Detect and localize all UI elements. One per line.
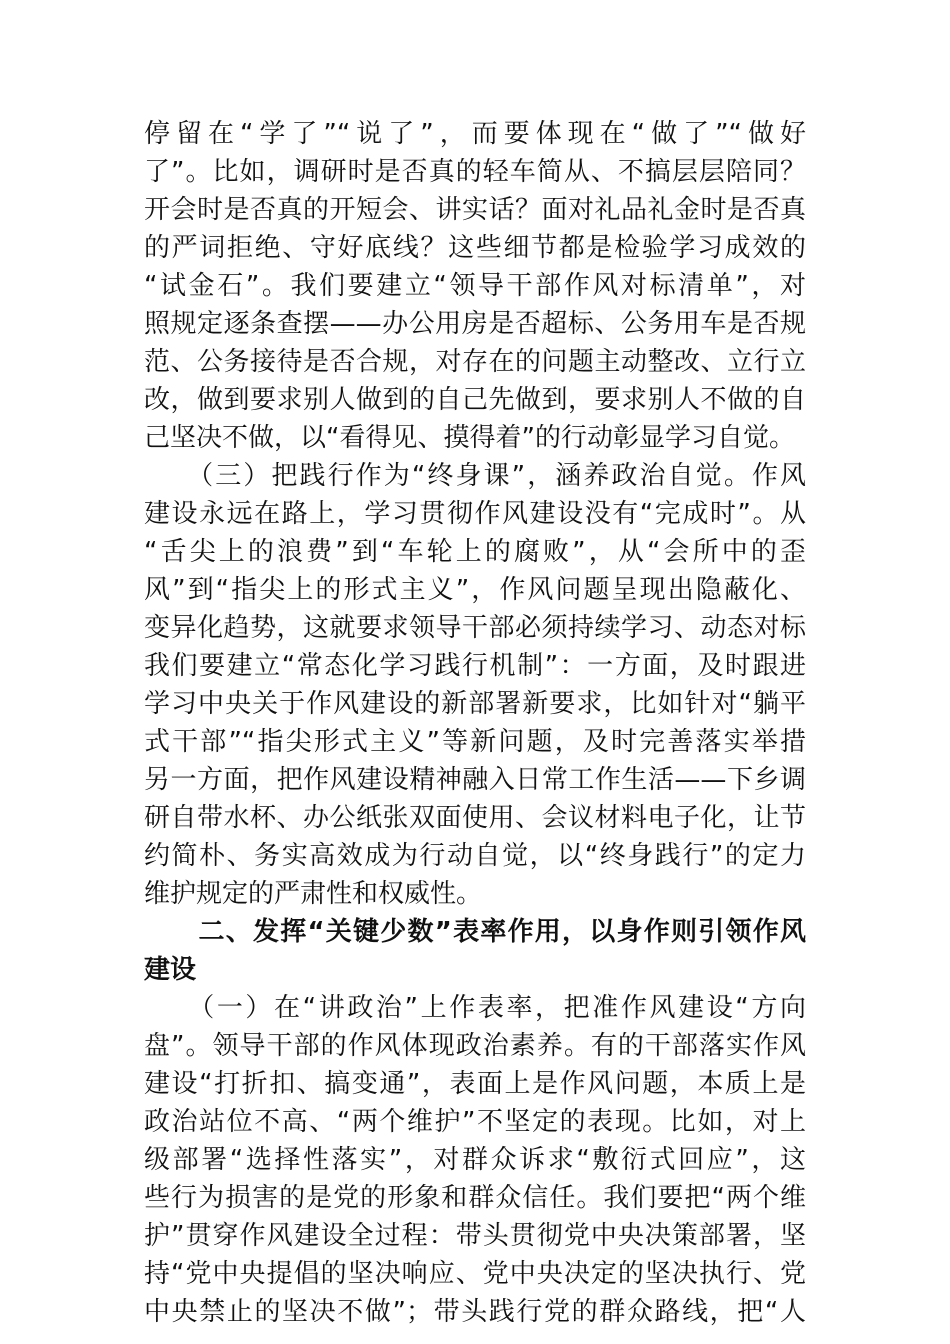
text-line: 另一方面，把作风建设精神融入日常工作生活——下乡调 xyxy=(144,765,806,795)
text-line: 照规定逐条查摆——办公用房是否超标、公务用车是否规 xyxy=(144,309,806,339)
text-line: 停留在“学了”“说了”，而要体现在“做了”“做好 xyxy=(144,119,806,149)
section-heading-line: 二、发挥“关键少数”表率作用，以身作则引领作风 xyxy=(144,917,806,947)
text-line: 持“党中央提倡的坚决响应、党中央决定的坚决执行、党 xyxy=(144,1259,806,1289)
text-line: “试金石”。我们要建立“领导干部作风对标清单”，对 xyxy=(144,271,806,301)
text-line: （三）把践行作为“终身课”，涵养政治自觉。作风 xyxy=(144,461,806,491)
text-line: 护”贯穿作风建设全过程：带头贯彻党中央决策部署，坚 xyxy=(144,1221,806,1251)
text-line: 开会时是否真的开短会、讲实话？面对礼品礼金时是否真 xyxy=(144,195,806,225)
text-line: 约简朴、务实高效成为行动自觉，以“终身践行”的定力 xyxy=(144,841,806,871)
text-line: 建设“打折扣、搞变通”，表面上是作风问题，本质上是 xyxy=(144,1069,806,1099)
text-line: 我们要建立“常态化学习践行机制”：一方面，及时跟进 xyxy=(144,651,806,681)
text-line: 风”到“指尖上的形式主义”，作风问题呈现出隐蔽化、 xyxy=(144,575,806,605)
text-line: 学习中央关于作风建设的新部署新要求，比如针对“躺平 xyxy=(144,689,806,719)
text-line: 中央禁止的坚决不做”；带头践行党的群众路线，把“人 xyxy=(144,1297,806,1327)
text-line: 式干部”“指尖形式主义”等新问题，及时完善落实举措 xyxy=(144,727,806,757)
text-line: 研自带水杯、办公纸张双面使用、会议材料电子化，让节 xyxy=(144,803,806,833)
text-line: 变异化趋势，这就要求领导干部必须持续学习、动态对标 xyxy=(144,613,806,643)
text-line: 的严词拒绝、守好底线？这些细节都是检验学习成效的 xyxy=(144,233,806,263)
text-line: （一）在“讲政治”上作表率，把准作风建设“方向 xyxy=(144,993,806,1023)
document-page xyxy=(144,115,806,1331)
text-line: 改，做到要求别人做到的自己先做到，要求别人不做的自 xyxy=(144,385,806,415)
text-line: 范、公务接待是否合规，对存在的问题主动整改、立行立 xyxy=(144,347,806,377)
text-line: 盘”。领导干部的作风体现政治素养。有的干部落实作风 xyxy=(144,1031,806,1061)
text-line: 了”。比如，调研时是否真的轻车简从、不搞层层陪同？ xyxy=(144,157,806,187)
section-heading-line: 建设 xyxy=(144,955,197,985)
text-line: 维护规定的严肃性和权威性。 xyxy=(144,879,483,909)
text-line: “舌尖上的浪费”到“车轮上的腐败”，从“会所中的歪 xyxy=(144,537,806,567)
text-line: 建设永远在路上，学习贯彻作风建设没有“完成时”。从 xyxy=(144,499,806,529)
text-line: 些行为损害的是党的形象和群众信任。我们要把“两个维 xyxy=(144,1183,806,1213)
text-line: 己坚决不做，以“看得见、摸得着”的行动彰显学习自觉。 xyxy=(144,423,795,453)
text-line: 政治站位不高、“两个维护”不坚定的表现。比如，对上 xyxy=(144,1107,806,1137)
text-line: 级部署“选择性落实”，对群众诉求“敷衍式回应”，这 xyxy=(144,1145,806,1175)
